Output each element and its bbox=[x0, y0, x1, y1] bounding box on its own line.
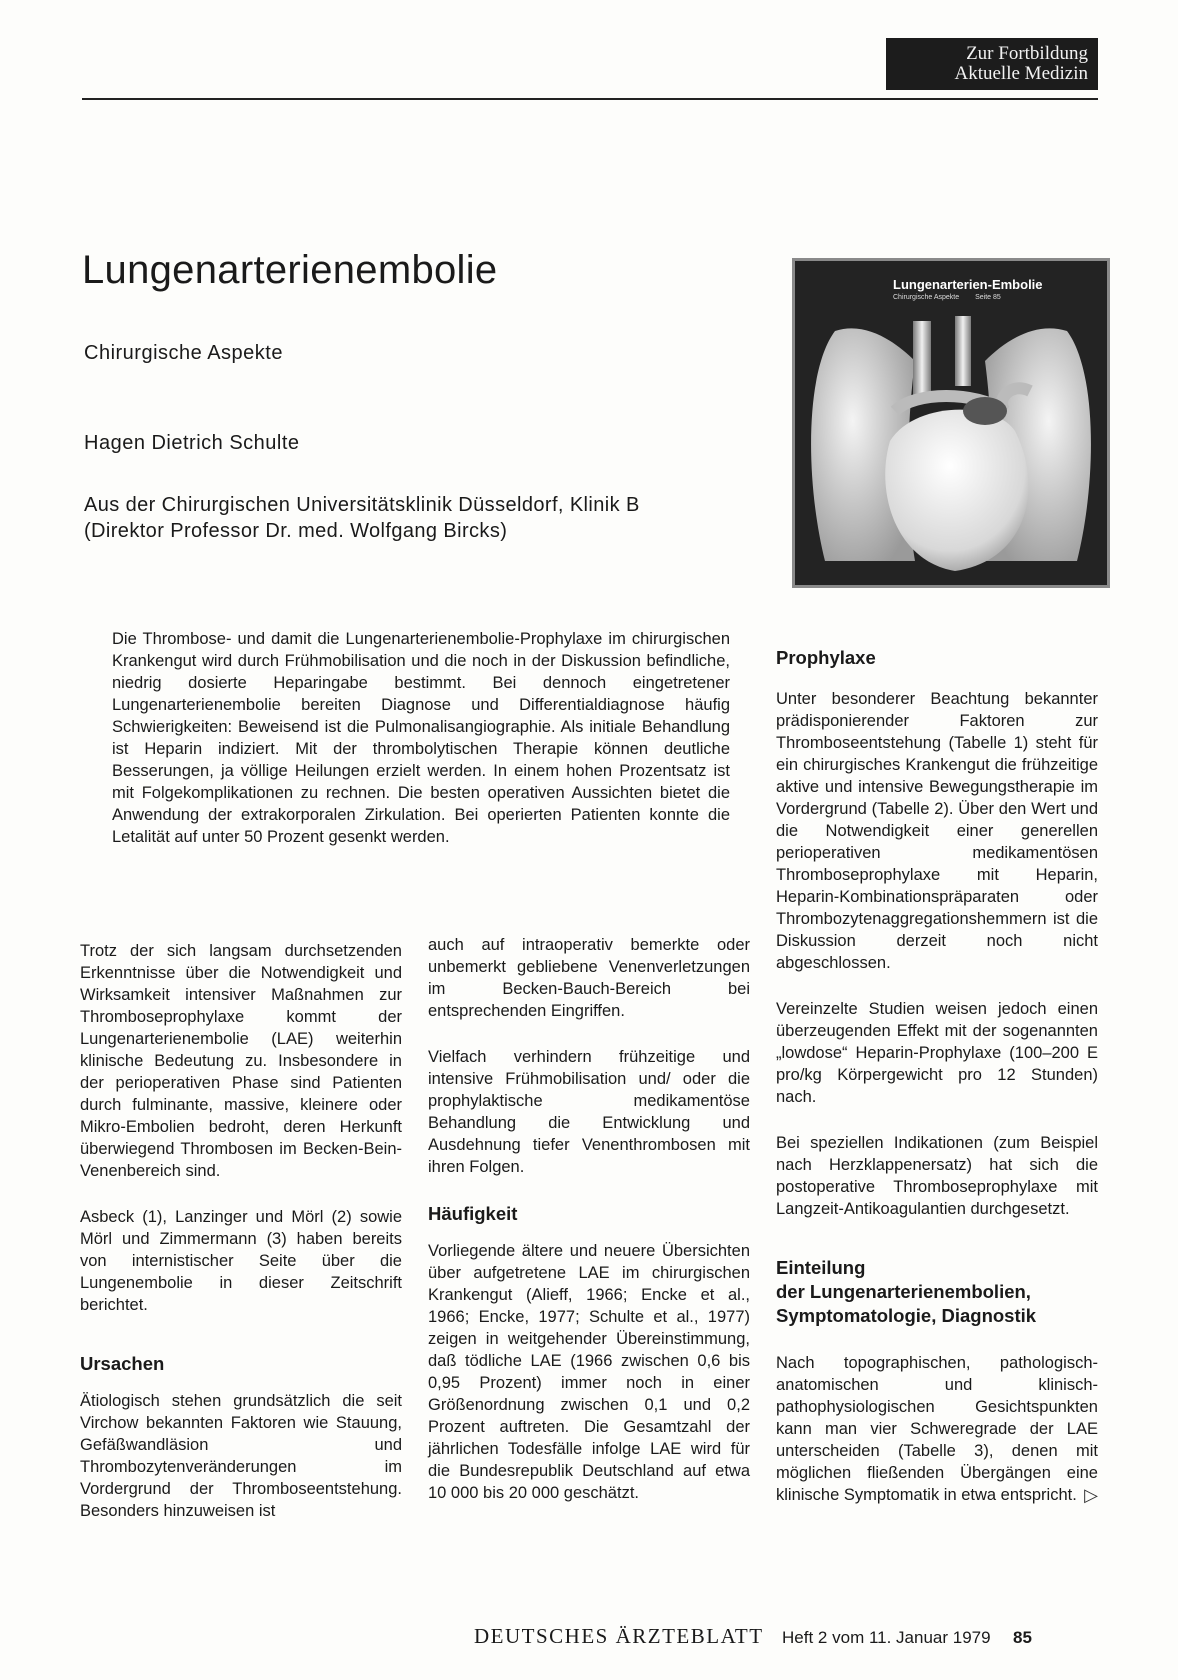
paragraph-text: Nach topographischen, pathologisch-anatomischen und klinisch-pathophysiologischen Gesichtspunkten kann man vier Schweregrade der LAE unterscheiden (Tabelle 3), denen mit möglichen fließenden Übergängen eine klinische Symptomatik in etwa entspricht. bbox=[776, 1354, 1098, 1504]
header-rule bbox=[82, 98, 1098, 100]
heading-line: der Lungenarterienembolien, bbox=[776, 1281, 1031, 1302]
author-affiliation bbox=[84, 492, 640, 544]
article-author: Hagen Dietrich Schulte bbox=[84, 432, 300, 454]
abstract: Die Thrombose- und damit die Lungenarterienembolie-Prophylaxe im chirurgischen Krankengut wird durch Frühmobilisation und die noch in der Diskussion befindliche, niedrig dosierte Heparingabe bestimmt. Bei dennoch eingetretener Lungenarterienembolie bereiten Diagnose und Differentialdiagnose häufig Schwierigkeiten: Beweisend ist die Pulmonalisangiographie. Als initiale Behandlung ist Heparin indiziert. Mit der thrombolytischen Therapie können deutliche Besserungen, ja völlige Heilungen erzielt werden. In einem hohen Prozentsatz ist mit Folgekomplikationen zu rechnen. Die besten operativen Aussichten bietet die Anwendung der extrakorporalen Zirkulation. Bei operierten Patienten konnte die Letalität auf unter 50 Prozent gesenkt werden. bbox=[112, 630, 730, 846]
section-label-line1: Zur Fortbildung bbox=[966, 43, 1088, 64]
paragraph: Vielfach verhindern frühzeitige und intensive Frühmobilisation und/ oder die prophylaktische medikamentöse Behandlung die Entwicklung und Ausdehnung tiefer Venenthrombosen mit ihren Folgen. bbox=[428, 1048, 750, 1176]
page-footer bbox=[474, 1624, 1032, 1649]
paragraph bbox=[776, 1352, 1098, 1506]
continue-arrow-icon: ▷ bbox=[1084, 1485, 1098, 1505]
heading-haeufigkeit: Häufigkeit bbox=[428, 1203, 518, 1224]
paragraph: Vorliegende ältere und neuere Übersichten über aufgetretene LAE im chirurgischen Krankengut (Alieff, 1966; Encke et al., 1966; Encke, 1977; Schulte et al., 1977) zeigen in weitgehender Übereinstimmung, daß tödliche LAE (1966 zwischen 0,6 bis 0,95 Prozent) immer noch in einer Größenordnung zwischen 0,1 und 0,2 Prozent auftreten. Die Gesamtzahl der jährlichen Todesfälle infolge LAE wird für die Bundesrepublik Deutschland auf etwa 10 000 bis 20 000 geschätzt. bbox=[428, 1242, 750, 1502]
paragraph: Unter besonderer Beachtung bekannter prädisponierender Faktoren zur Thromboseentstehung (Tabelle 1) steht für ein chirurgisches Krankengut die frühzeitige aktive und intensive Bewegungstherapie im Vordergrund (Tabelle 2). Über den Wert und die Notwendigkeit einer generellen perioperativen medikamentösen Thromboseprophylaxe mit Heparin, Heparin-Kombinationspräparaten oder Thrombozytenaggregationshemmern ist die Diskussion derzeit noch nicht abgeschlossen. bbox=[776, 690, 1098, 972]
article-title: Lungenarterienembolie bbox=[82, 248, 498, 292]
affiliation-line-1: Aus der Chirurgischen Universitätsklinik Düsseldorf, Klinik B bbox=[84, 494, 640, 516]
journal-name: DEUTSCHES ÄRZTEBLATT bbox=[474, 1624, 764, 1648]
issue-info: Heft 2 vom 11. Januar 1979 bbox=[782, 1628, 991, 1647]
paragraph: Asbeck (1), Lanzinger und Mörl (2) sowie Mörl und Zimmermann (3) haben bereits von internistischer Seite über die Lungenembolie in dieser Zeitschrift berichtet. bbox=[80, 1208, 402, 1314]
section-label-line2: Aktuelle Medizin bbox=[954, 63, 1088, 84]
section-label bbox=[886, 38, 1098, 90]
cover-page-ref: Seite 85 bbox=[975, 294, 1001, 301]
paragraph: Bei speziellen Indikationen (zum Beispiel nach Herzklappenersatz) hat sich die postoperative Thromboseprophylaxe mit Langzeit-Antikoagulantien durchgesetzt. bbox=[776, 1134, 1098, 1218]
column-1 bbox=[80, 940, 402, 1546]
heading-line: Einteilung bbox=[776, 1257, 866, 1278]
page-number: 85 bbox=[1013, 1628, 1032, 1647]
heading-prophylaxe: Prophylaxe bbox=[776, 647, 876, 668]
cover-illustration bbox=[792, 258, 1110, 588]
affiliation-line-2: (Direktor Professor Dr. med. Wolfgang Bircks) bbox=[84, 520, 508, 542]
column-2 bbox=[428, 934, 750, 1528]
paragraph: Vereinzelte Studien weisen jedoch einen überzeugenden Effekt mit der sogenannten „lowdose“ Heparin-Prophylaxe (100–200 E pro/kg Körpergewicht pro 12 Stunden) nach. bbox=[776, 1000, 1098, 1106]
cover-title: Lungenarterien-Embolie bbox=[893, 277, 1043, 292]
article-subtitle: Chirurgische Aspekte bbox=[84, 342, 283, 364]
heart-lung-illustration bbox=[795, 261, 1107, 585]
column-3 bbox=[776, 646, 1098, 1530]
paragraph: auch auf intraoperativ bemerkte oder unbemerkt gebliebene Venenverletzungen im Becken-Bauch-Bereich bei entsprechenden Eingriffen. bbox=[428, 936, 750, 1020]
heading-einteilung bbox=[776, 1256, 1098, 1328]
paragraph: Trotz der sich langsam durchsetzenden Erkenntnisse über die Notwendigkeit und Wirksamkeit intensiver Maßnahmen zur Thromboseprophylaxe kommt der Lungenarterienembolie (LAE) weiterhin klinische Bedeutung zu. Insbesondere in der perioperativen Phase sind Patienten durch fulminante, massive, kleinere oder Mikro-Embolien bedroht, deren Herkunft überwiegend Thrombosen im Becken-Bein-Venenbereich sind. bbox=[80, 942, 402, 1180]
cover-subtitle-text: Chirurgische Aspekte bbox=[893, 294, 960, 301]
heading-line: Symptomatologie, Diagnostik bbox=[776, 1305, 1037, 1326]
heading-ursachen: Ursachen bbox=[80, 1353, 165, 1374]
paragraph: Ätiologisch stehen grundsätzlich die seit Virchow bekannten Faktoren wie Stauung, Gefäßwandläsion und Thrombozytenveränderungen im Vordergrund der Thromboseentstehung. Besonders hinzuweisen ist bbox=[80, 1392, 402, 1520]
